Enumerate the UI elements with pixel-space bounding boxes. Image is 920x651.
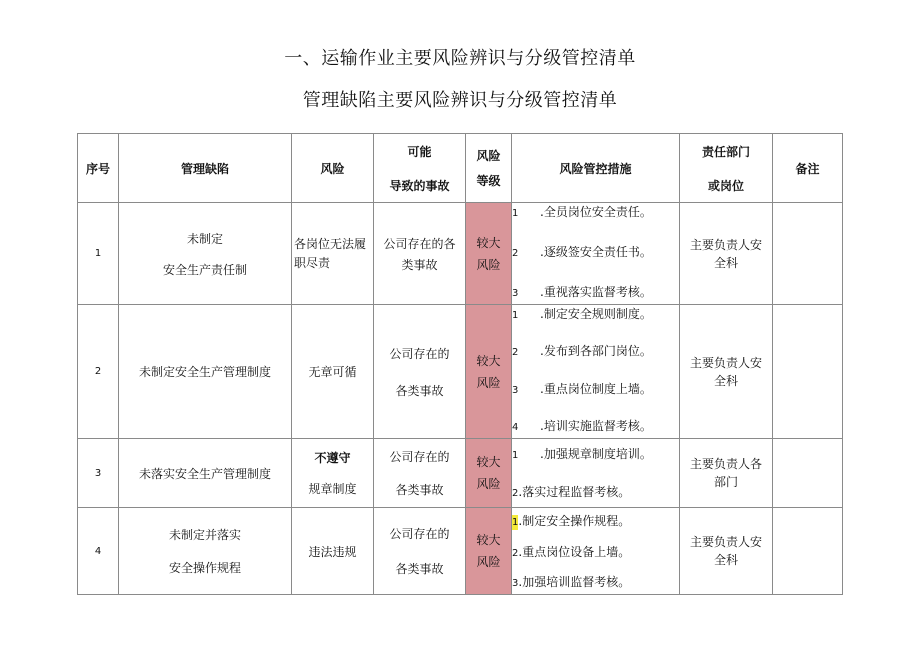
- header-seq: 序号: [78, 134, 119, 203]
- measure-num: 3: [512, 288, 519, 299]
- row-note: [773, 439, 843, 508]
- header-defect: 管理缺陷: [119, 134, 292, 203]
- measure-num: 1: [512, 517, 519, 528]
- row-measures: [512, 439, 680, 508]
- row-level-line1: 较大: [476, 455, 501, 469]
- header-measures: 风险管控措施: [512, 134, 680, 203]
- row-cause-line2: 类事故: [401, 257, 438, 272]
- row-resp-line2: 全科: [713, 553, 738, 567]
- row-defect-line2: 安全操作规程: [168, 561, 241, 575]
- measure-item: [512, 307, 679, 323]
- header-cause-line2: 导致的事故: [389, 178, 450, 193]
- row-level-line1: 较大: [476, 533, 501, 547]
- measure-num: 2: [512, 347, 519, 359]
- row-cause-line1: 公司存在的: [389, 527, 450, 541]
- header-level-line1: 风险: [476, 149, 501, 163]
- measure-num: 1: [512, 450, 519, 461]
- row-level: [466, 439, 512, 508]
- row-cause-line1: 公司存在的: [389, 346, 450, 361]
- row-level: [466, 508, 512, 595]
- measure-item: [512, 545, 679, 561]
- row-risk-line2: 规章制度: [308, 482, 357, 496]
- header-level: [466, 134, 512, 203]
- measure-num: 2: [512, 248, 519, 259]
- measure-text: .加强培训监督考核。: [518, 575, 631, 589]
- row-defect-line1: 未制定并落实: [168, 528, 241, 542]
- row-level-line1: 较大: [476, 235, 501, 250]
- row-note: [773, 508, 843, 595]
- row-risk: 违法违规: [292, 508, 374, 595]
- row-resp: [680, 305, 773, 439]
- row-resp: [680, 508, 773, 595]
- row-risk-line1: 不遵守: [314, 451, 351, 465]
- measure-text: .制定安全规则制度。: [540, 307, 652, 321]
- row-defect: [119, 203, 292, 305]
- row-defect-line1: 未制定: [186, 231, 223, 246]
- row-cause: [374, 439, 466, 508]
- row-resp-line2: 全科: [713, 255, 738, 270]
- measure-item: [512, 205, 679, 221]
- measure-item: [512, 419, 679, 435]
- table-row: [78, 439, 843, 508]
- measure-num: 2: [512, 488, 519, 499]
- row-seq: 3: [78, 439, 119, 508]
- measure-text: .培训实施监督考核。: [540, 418, 652, 433]
- risk-table: [77, 133, 843, 595]
- row-seq: 1: [78, 203, 119, 305]
- header-level-line2: 等级: [476, 174, 501, 188]
- header-resp-line2: 或岗位: [707, 178, 744, 193]
- row-cause-line1: 公司存在的各: [383, 236, 456, 251]
- row-level-line1: 较大: [476, 353, 501, 368]
- row-cause-line2: 各类事故: [395, 483, 444, 497]
- row-cause: [374, 508, 466, 595]
- row-resp: [680, 203, 773, 305]
- measure-num: 1: [512, 208, 519, 219]
- row-measures: [512, 508, 680, 595]
- measure-item: [512, 514, 679, 530]
- row-defect: 未制定安全生产管理制度: [119, 305, 292, 439]
- row-note: [773, 203, 843, 305]
- measure-text: .重视落实监督考核。: [540, 285, 652, 299]
- row-risk: 各岗位无法履职尽责: [292, 203, 374, 305]
- row-resp-line1: 主要负责人安: [689, 237, 762, 252]
- measure-text: .制定安全操作规程。: [518, 514, 631, 528]
- row-cause: [374, 305, 466, 439]
- row-resp-line2: 全科: [713, 373, 738, 388]
- row-defect: 未落实安全生产管理制度: [119, 439, 292, 508]
- measure-text: .全员岗位安全责任。: [540, 205, 652, 219]
- measure-num: 4: [512, 421, 519, 433]
- measure-item: [512, 344, 679, 360]
- row-resp-line1: 主要负责人安: [689, 535, 762, 549]
- row-level-line2: 风险: [476, 257, 501, 272]
- measure-item: [512, 485, 679, 501]
- measure-item: [512, 285, 679, 301]
- measure-item: [512, 575, 679, 591]
- header-cause: [374, 134, 466, 203]
- row-level-line2: 风险: [476, 477, 501, 491]
- row-resp-line1: 主要负责人安: [689, 355, 762, 370]
- table-row: [78, 305, 843, 439]
- row-measures: [512, 203, 680, 305]
- row-cause: [374, 203, 466, 305]
- row-risk: 无章可循: [292, 305, 374, 439]
- row-resp: [680, 439, 773, 508]
- document-subtitle: 管理缺陷主要风险辨识与分级管控清单: [302, 90, 618, 111]
- header-cause-line1: 可能: [407, 144, 432, 159]
- header-row: [78, 134, 843, 203]
- measure-item: [512, 447, 679, 463]
- row-cause-line2: 各类事故: [395, 383, 444, 398]
- row-measures: [512, 305, 680, 439]
- row-resp-line2: 部门: [713, 475, 738, 489]
- measure-text: .发布到各部门岗位。: [540, 344, 652, 359]
- table-row: [78, 508, 843, 595]
- row-level-line2: 风险: [476, 375, 501, 390]
- row-seq: 4: [78, 508, 119, 595]
- row-resp-line1: 主要负责人各: [689, 457, 762, 471]
- measure-num: 2: [512, 547, 519, 559]
- row-level: [466, 203, 512, 305]
- measure-num: 3: [512, 384, 519, 396]
- measure-text: .重点岗位制度上墙。: [540, 381, 652, 396]
- measure-text: .加强规章制度培训。: [540, 447, 652, 461]
- document-title: 一、运输作业主要风险辨识与分级管控清单: [284, 48, 636, 69]
- table-row: [78, 203, 843, 305]
- row-defect-line2: 安全生产责任制: [162, 262, 247, 277]
- row-defect: [119, 508, 292, 595]
- measure-text: .逐级签安全责任书。: [540, 245, 652, 259]
- row-seq: 2: [78, 305, 119, 439]
- measure-text: .落实过程监督考核。: [518, 485, 631, 499]
- row-cause-line2: 各类事故: [395, 562, 444, 576]
- measure-text: .重点岗位设备上墙。: [518, 544, 631, 559]
- header-risk: 风险: [292, 134, 374, 203]
- header-resp: [680, 134, 773, 203]
- measure-item: [512, 382, 679, 398]
- row-risk: [292, 439, 374, 508]
- header-resp-line1: 责任部门: [701, 144, 750, 159]
- header-note: 备注: [773, 134, 843, 203]
- row-level: [466, 305, 512, 439]
- row-cause-line1: 公司存在的: [389, 450, 450, 464]
- row-note: [773, 305, 843, 439]
- measure-num: 3: [512, 578, 519, 589]
- row-level-line2: 风险: [476, 555, 501, 569]
- measure-num: 1: [512, 310, 519, 321]
- measure-item: [512, 245, 679, 261]
